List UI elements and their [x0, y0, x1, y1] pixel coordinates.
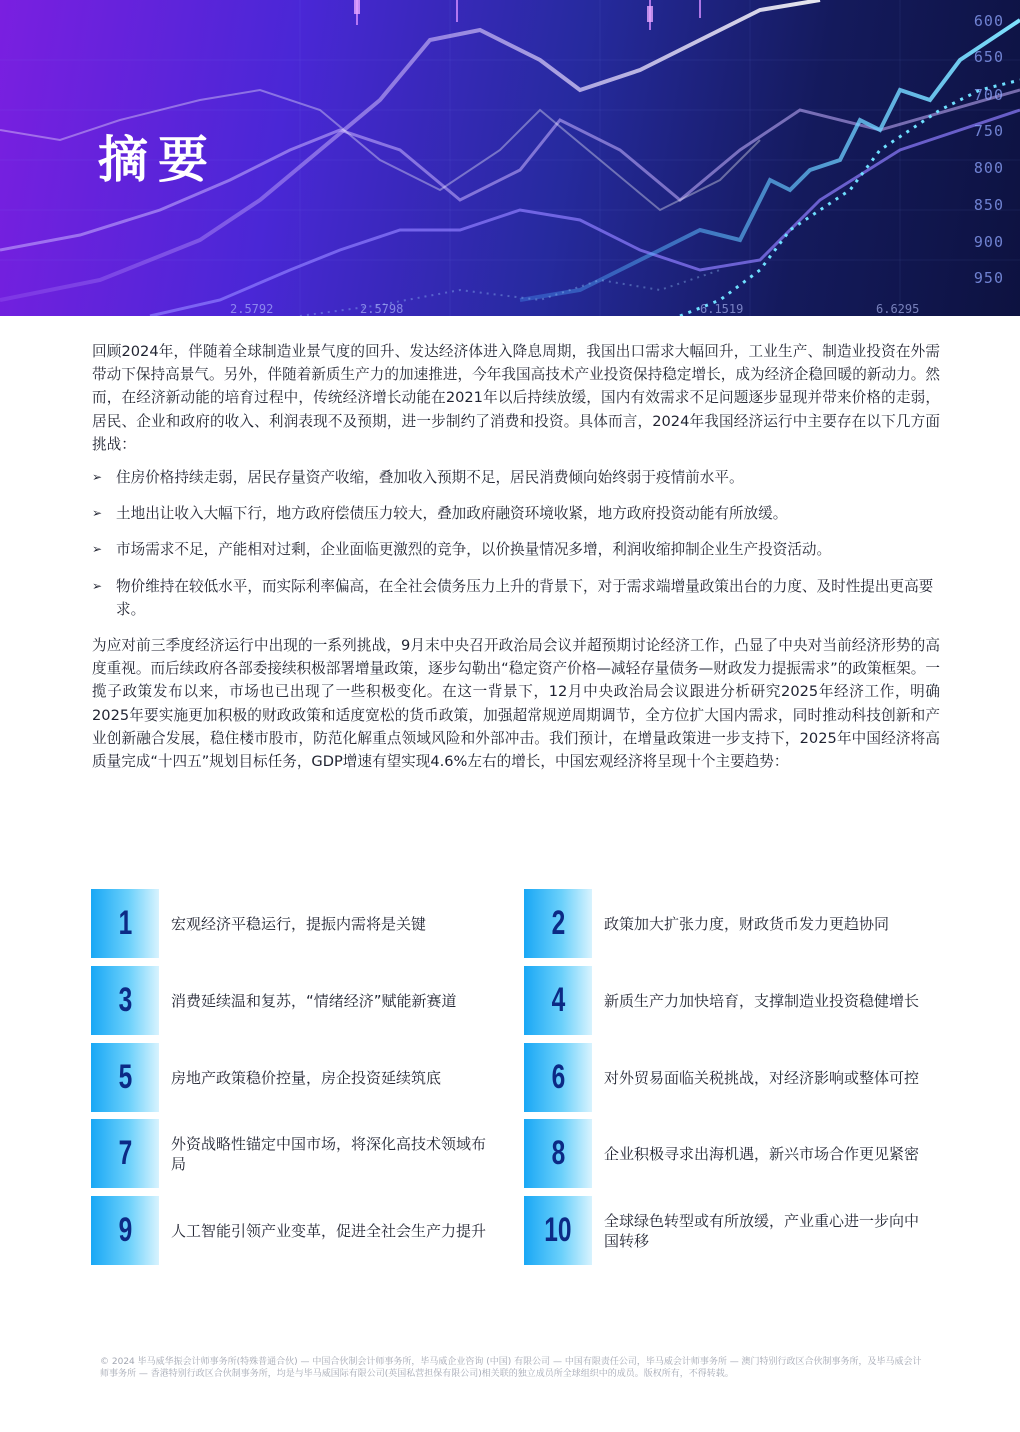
banner-number: 2.5792 — [230, 302, 274, 316]
header-banner — [0, 0, 1020, 316]
trend-label: 新质生产力加快培育，支撑制造业投资稳健增长 — [604, 991, 920, 1010]
axis-label: 750 — [973, 122, 1004, 140]
trend-card — [91, 1043, 506, 1112]
trend-label: 外资战略性锚定中国市场，将深化高技术领域布局 — [171, 1134, 487, 1173]
axis-label: 700 — [973, 86, 1004, 104]
trend-card — [524, 889, 939, 958]
intro-paragraph: 回顾2024年，伴随着全球制造业景气度的回升、发达经济体进入降息周期，我国出口需求大幅回升，工业生产、制造业投资在外需带动下保持高景气。另外，伴随着新质生产力的加速推进，今年我国高技术产业投资保持稳定增长，成为经济企稳回暖的新动力。然而，在经济新动能的培育过程中，传统经济增长动能在2021年以后持续放缓，国内有效需求不足问题逐步显现并带来价格的走弱，居民、企业和政府的收入、利润表现不及预期，进一步制约了消费和投资。具体而言，2024年我国经济运行中主要存在以下几方面挑战： — [92, 343, 940, 453]
copyright-footer: © 2024 毕马威华振会计师事务所(特殊普通合伙) — 中国合伙制会计师事务所，毕马威企业咨询 (中国) 有限公司 — 中国有限责任公司，毕马威会计师事务所 — 澳门特别行政区合伙制事务所，及毕马威会计师事务所 — 香港特别行政区合伙制事务所，均是与毕马威国际有限公司(英国私营担保有限公司)相关联的独立成员所全球组织中的成员。版权所有，不得转载。 — [100, 1357, 922, 1379]
trend-number: 7 — [91, 1119, 159, 1188]
trend-label: 企业积极寻求出海机遇，新兴市场合作更见紧密 — [604, 1144, 920, 1163]
trend-card — [91, 1196, 506, 1265]
trend-number: 10 — [524, 1196, 592, 1265]
trend-number: 8 — [524, 1119, 592, 1188]
trend-label: 人工智能引领产业变革，促进全社会生产力提升 — [171, 1221, 487, 1240]
arrow-bullet-icon: ➢ — [92, 578, 103, 593]
banner-number: 2.5798 — [360, 302, 404, 316]
summary-content — [92, 340, 940, 773]
trend-number: 6 — [524, 1043, 592, 1112]
trend-number: 3 — [91, 966, 159, 1035]
trend-card — [524, 1119, 939, 1188]
banner-number: 6.1519 — [700, 302, 744, 316]
trend-label: 消费延续温和复苏，“情绪经济”赋能新赛道 — [171, 991, 457, 1010]
list-item: ➢ 住房价格持续走弱，居民存量资产收缩，叠加收入预期不足，居民消费倾向始终弱于疫情前水平。 — [92, 466, 940, 489]
axis-label: 650 — [973, 48, 1004, 66]
trend-card — [91, 966, 506, 1035]
trend-card — [91, 889, 506, 958]
trend-number: 4 — [524, 966, 592, 1035]
arrow-bullet-icon: ➢ — [92, 506, 103, 521]
list-item: ➢ 市场需求不足，产能相对过剩，企业面临更激烈的竞争，以价换量情况多增，利润收缩抑制企业生产投资活动。 — [92, 538, 940, 561]
trend-label: 房地产政策稳价控量，房企投资延续筑底 — [171, 1068, 442, 1087]
trend-number: 2 — [524, 889, 592, 958]
axis-label: 800 — [973, 159, 1004, 177]
arrow-bullet-icon: ➢ — [92, 542, 103, 557]
axis-label: 900 — [973, 233, 1004, 251]
axis-label: 850 — [973, 196, 1004, 214]
banner-number: 6.6295 — [876, 302, 920, 316]
arrow-bullet-icon: ➢ — [92, 470, 103, 485]
trend-label: 对外贸易面临关税挑战，对经济影响或整体可控 — [604, 1068, 920, 1087]
trend-card — [524, 966, 939, 1035]
trend-label: 政策加大扩张力度，财政货币发力更趋协同 — [604, 914, 890, 933]
trend-number: 5 — [91, 1043, 159, 1112]
challenge-list — [92, 466, 940, 621]
list-item: ➢ 物价维持在较低水平，而实际利率偏高，在全社会债务压力上升的背景下，对于需求端增量政策出台的力度、及时性提出更高要求。 — [92, 575, 940, 621]
trend-label: 宏观经济平稳运行，提振内需将是关键 — [171, 914, 427, 933]
axis-label: 600 — [973, 12, 1004, 30]
axis-label: 950 — [973, 269, 1004, 287]
trend-card — [524, 1196, 939, 1265]
page-title: 摘要 — [98, 131, 218, 189]
trend-number: 9 — [91, 1196, 159, 1265]
closing-paragraph: 为应对前三季度经济运行中出现的一系列挑战，9月末中央召开政治局会议并超预期讨论经济工作，凸显了中央对当前经济形势的高度重视。而后续政府各部委接续积极部署增量政策，逐步勾勒出“稳定资产价格—减轻存量债务—财政发力提振需求”的政策框架。一揽子政策发布以来，市场也已出现了一些积极变化。在这一背景下，12月中央政治局会议跟进分析研究2025年经济工作，明确2025年要实施更加积极的财政政策和适度宽松的货币政策，加强超常规逆周期调节，全方位扩大国内需求，同时推动科技创新和产业创新融合发展，稳住楼市股市，防范化解重点领域风险和外部冲击。我们预计，在增量政策进一步支持下，2025年中国经济将高质量完成“十四五”规划目标任务，GDP增速有望实现4.6%左右的增长，中国宏观经济将呈现十个主要趋势： — [92, 637, 940, 771]
trend-card — [91, 1119, 506, 1188]
trend-label: 全球绿色转型或有所放缓，产业重心进一步向中国转移 — [604, 1211, 920, 1250]
trend-card — [524, 1043, 939, 1112]
list-item: ➢ 土地出让收入大幅下行，地方政府偿债压力较大，叠加政府融资环境收紧，地方政府投资动能有所放缓。 — [92, 502, 940, 525]
trend-number: 1 — [91, 889, 159, 958]
